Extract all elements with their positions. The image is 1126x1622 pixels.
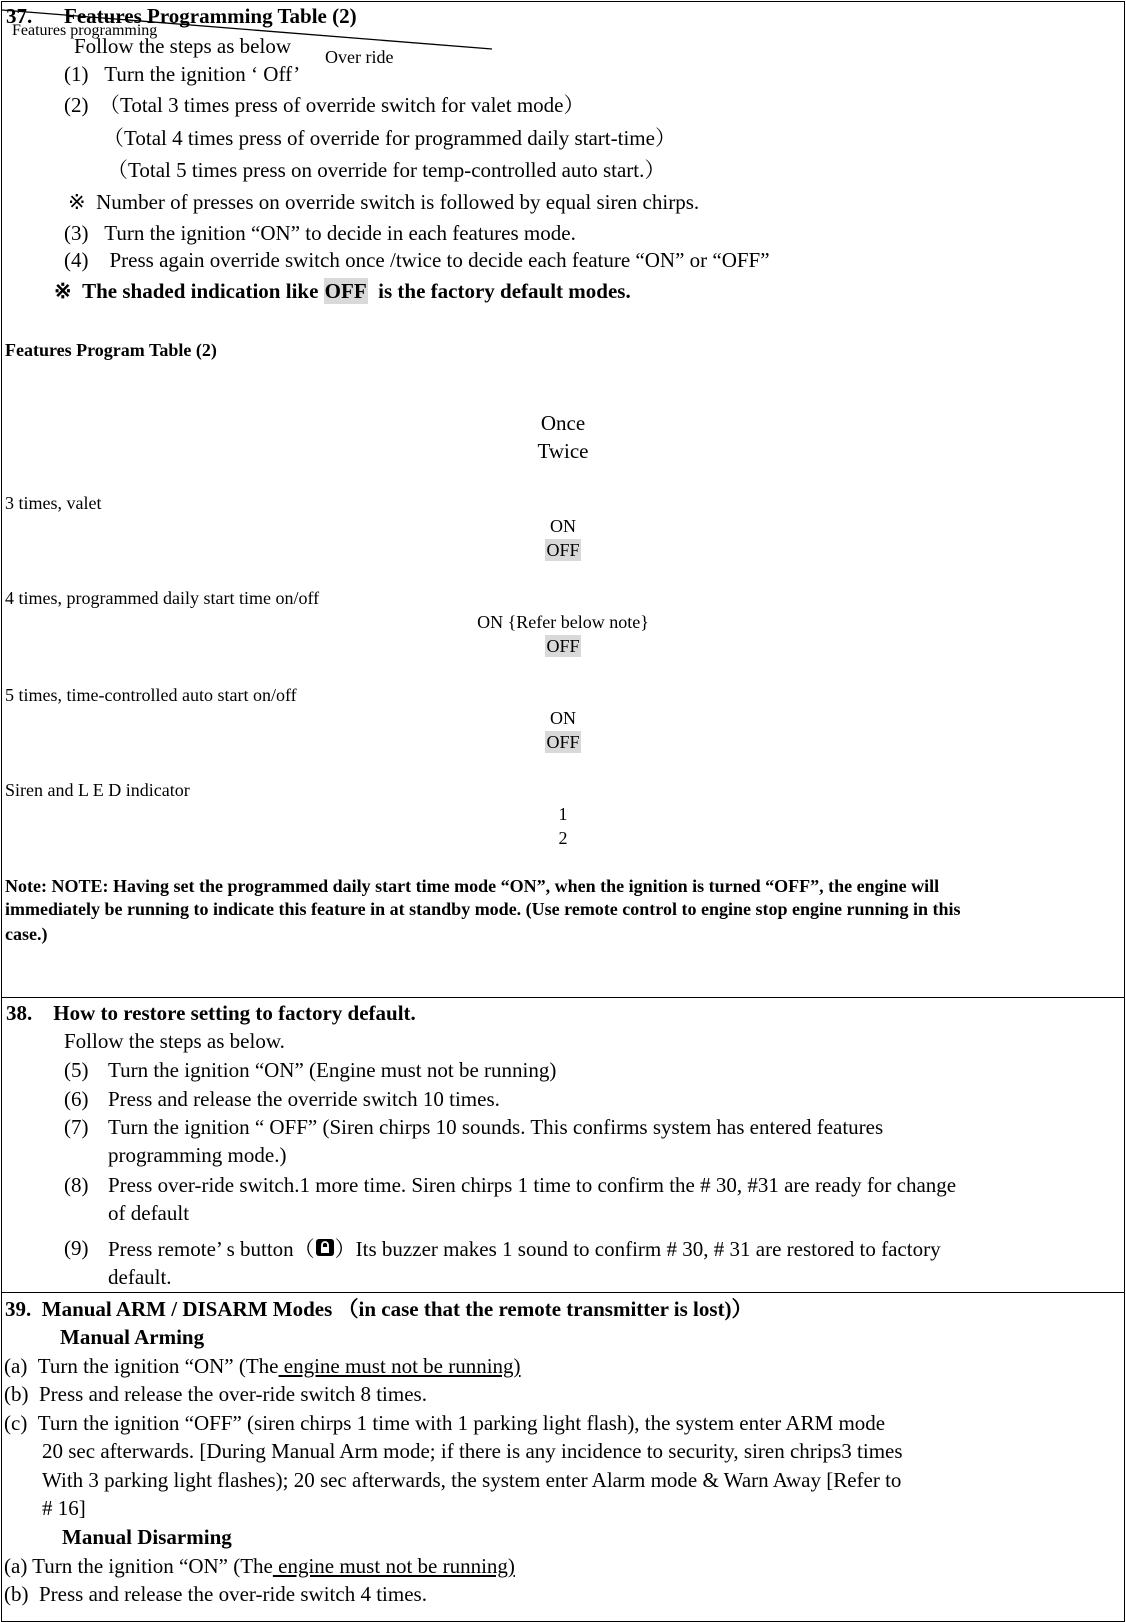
shaded-default: OFF: [546, 732, 580, 752]
default-mode-note: [54, 281, 631, 302]
step-text-continued: default.: [108, 1265, 172, 1289]
arm-step-a-underlined: engine must not be running): [278, 1354, 521, 1378]
section-39-title: 39. Manual ARM / DISARM Modes （in case that the remote transmitter is lost)）: [5, 1297, 753, 1321]
row-once-value: 1: [558, 804, 568, 824]
arm-step-c-1: (c) Turn the ignition “OFF” (siren chirps 1 time with 1 parking light flash), the system enter ARM mode: [4, 1411, 886, 1435]
step-2b: （Total 4 times press of override for programmed daily start-time）: [103, 126, 676, 150]
note-line-2: immediately be running to indicate this feature in at standby mode. (Use remote control to engine stop engine running in this: [5, 899, 961, 919]
section-38-intro: Follow the steps as below.: [64, 1029, 285, 1053]
row-once-value: ON {Refer below note}: [477, 612, 649, 632]
step-num: (6): [64, 1087, 89, 1111]
step-text-continued: programming mode.): [108, 1143, 287, 1167]
disarm-step-a: [4, 1556, 515, 1577]
header-twice: Twice: [537, 439, 589, 463]
step-num: (7): [64, 1115, 89, 1139]
row-twice-value: [463, 637, 663, 655]
section-37-number: 37.: [6, 4, 33, 28]
step-1: (1) Turn the ignition ‘ Off’: [64, 62, 301, 86]
arm-step-c-2: 20 sec afterwards. [During Manual Arm mode; if there is any incidence to security, siren chrips3 times: [42, 1439, 903, 1463]
row-label: 3 times, valet: [5, 493, 102, 513]
step-text-continued: of default: [108, 1201, 190, 1225]
step-text: [108, 1238, 941, 1260]
diagonal-label-right: Over ride: [325, 47, 394, 67]
step-text-post: ）Its buzzer makes 1 sound to confirm # 30, # 31 are restored to factory: [334, 1237, 941, 1261]
step-3: (3) Turn the ignition “ON” to decide in each features mode.: [64, 221, 576, 245]
step-num: (5): [64, 1058, 89, 1082]
row-twice-value: [463, 733, 663, 751]
row-label: 4 times, programmed daily start time on/off: [5, 588, 320, 608]
default-mode-note-prefix: ※ The shaded indication like: [54, 279, 324, 303]
intro-text: Follow the steps as below: [74, 34, 291, 58]
note-line-1: Note: NOTE: Having set the programmed daily start time mode “ON”, when the ignition is turned “OFF”, the engine will: [5, 876, 940, 896]
manual-arming-heading: Manual Arming: [60, 1325, 205, 1349]
disarm-step-a-underlined: engine must not be running): [272, 1554, 515, 1578]
step-2a: (2) （Total 3 times press of override switch for valet mode）: [64, 93, 585, 117]
step-num: (9): [64, 1236, 89, 1260]
header-once: Once: [540, 411, 586, 435]
lock-icon: [315, 1238, 335, 1258]
step-text: Press and release the override switch 10 times.: [108, 1087, 500, 1111]
step-text: Turn the ignition “ON” (Engine must not be running): [108, 1058, 557, 1082]
arm-step-a-text: (a) Turn the ignition “ON” (The: [4, 1354, 279, 1378]
step-text: Turn the ignition “ OFF” (Siren chirps 10 sounds. This confirms system has entered features: [108, 1115, 884, 1139]
default-mode-note-suffix: is the factory default modes.: [367, 279, 631, 303]
step-num: (8): [64, 1173, 89, 1197]
arm-step-b: (b) Press and release the over-ride switch 8 times.: [4, 1382, 427, 1406]
disarm-step-a-text: (a) Turn the ignition “ON” (The: [4, 1554, 273, 1578]
step-4: (4) Press again override switch once /twice to decide each feature “ON” or “OFF”: [64, 248, 770, 272]
shaded-default: OFF: [546, 540, 580, 560]
step-text-pre: Press remote’ s button（: [108, 1237, 315, 1261]
arm-step-c-3: With 3 parking light flashes); 20 sec afterwards, the system enter Alarm mode & Warn Away [Refer to: [42, 1468, 902, 1492]
disarm-step-b: (b) Press and release the over-ride switch 4 times.: [4, 1582, 427, 1606]
row-label: 5 times, time-controlled auto start on/off: [5, 685, 297, 705]
row-once-value: ON: [550, 708, 576, 728]
manual-disarming-heading: Manual Disarming: [62, 1525, 232, 1549]
shaded-default: OFF: [546, 636, 580, 656]
step-2c: （Total 5 times press on override for temp-controlled auto start.）: [107, 158, 666, 182]
arm-step-c-4: # 16]: [42, 1496, 86, 1520]
row-label: Siren and L E D indicator: [5, 780, 190, 800]
section-38-title: 38. How to restore setting to factory default.: [6, 1001, 416, 1025]
note-line-3: case.): [5, 924, 48, 944]
table-title: Features Program Table (2): [5, 340, 217, 360]
diagonal-label-left: Features programming: [12, 22, 158, 39]
arm-step-a: [4, 1356, 521, 1377]
section-37-title: Features Programming Table (2): [64, 4, 357, 28]
note-presses: ※ Number of presses on override switch is followed by equal siren chirps.: [68, 190, 700, 214]
section-37-box: [1, 1, 1125, 998]
shaded-off-sample: OFF: [324, 279, 367, 303]
step-text: Press over-ride switch.1 more time. Siren chirps 1 time to confirm the # 30, #31 are ready for change: [108, 1173, 957, 1197]
row-once-value: ON: [550, 516, 576, 536]
row-twice-value: 2: [558, 828, 568, 848]
row-twice-value: [463, 541, 663, 559]
